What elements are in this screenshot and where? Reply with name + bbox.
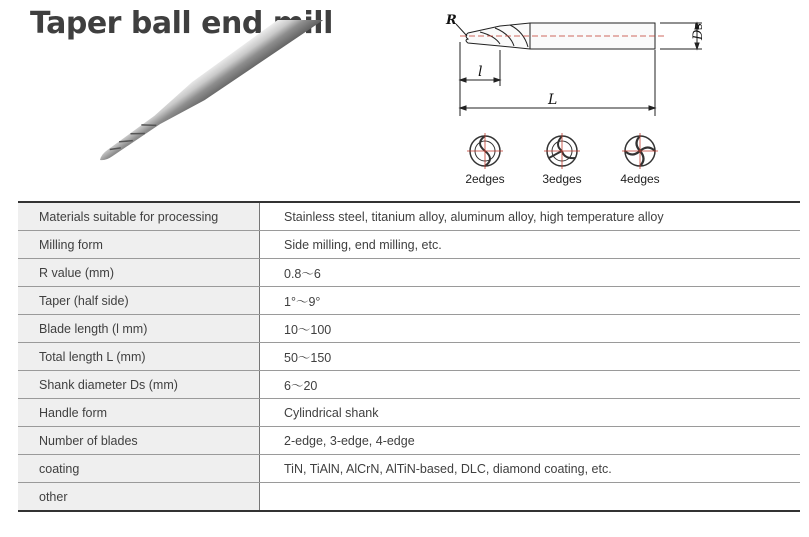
table-row bbox=[18, 399, 800, 427]
spec-value: Stainless steel, titanium alloy, aluminum alloy, high temperature alloy bbox=[260, 202, 801, 231]
end-mill-product-image bbox=[90, 20, 370, 170]
spec-value: 2-edge, 3-edge, 4-edge bbox=[260, 427, 801, 455]
edge-label: 3edges bbox=[542, 172, 582, 186]
label-total-length: L bbox=[548, 92, 558, 108]
table-row bbox=[18, 455, 800, 483]
table-row bbox=[18, 315, 800, 343]
spec-key: Materials suitable for processing bbox=[18, 202, 260, 231]
edge-label: 4edges bbox=[620, 172, 660, 186]
edge-4 bbox=[610, 133, 670, 186]
spec-key: Blade length (l mm) bbox=[18, 315, 260, 343]
table-row bbox=[18, 202, 800, 231]
spec-key: Total length L (mm) bbox=[18, 343, 260, 371]
spec-value: 10～100 bbox=[260, 315, 801, 343]
spec-key: other bbox=[18, 483, 260, 512]
table-row bbox=[18, 371, 800, 399]
spec-key: Number of blades bbox=[18, 427, 260, 455]
spec-value: 1°～9° bbox=[260, 287, 801, 315]
two-flute-cross-section-icon bbox=[467, 133, 503, 169]
three-flute-cross-section-icon bbox=[544, 133, 580, 169]
table-row bbox=[18, 287, 800, 315]
spec-key: Shank diameter Ds (mm) bbox=[18, 371, 260, 399]
table-row bbox=[18, 343, 800, 371]
spec-key: Taper (half side) bbox=[18, 287, 260, 315]
label-blade-length: l bbox=[478, 64, 483, 80]
spec-value: Side milling, end milling, etc. bbox=[260, 231, 801, 259]
table-row bbox=[18, 231, 800, 259]
spec-key: R value (mm) bbox=[18, 259, 260, 287]
edge-label: 2edges bbox=[465, 172, 505, 186]
four-flute-cross-section-icon bbox=[622, 133, 658, 169]
table-row bbox=[18, 427, 800, 455]
table-row bbox=[18, 483, 800, 512]
dimension-diagram bbox=[440, 6, 720, 116]
edge-3 bbox=[532, 133, 592, 186]
spec-key: coating bbox=[18, 455, 260, 483]
spec-value: TiN, TiAlN, AlCrN, AlTiN-based, DLC, diamond coating, etc. bbox=[260, 455, 801, 483]
spec-key: Handle form bbox=[18, 399, 260, 427]
spec-key: Milling form bbox=[18, 231, 260, 259]
spec-value bbox=[260, 483, 801, 512]
label-shank-diameter: Ds bbox=[691, 22, 706, 40]
edge-2 bbox=[455, 133, 515, 186]
table-row bbox=[18, 259, 800, 287]
spec-value: 0.8～6 bbox=[260, 259, 801, 287]
spec-value: Cylindrical shank bbox=[260, 399, 801, 427]
page-title: Taper ball end mill bbox=[30, 6, 333, 41]
spec-value: 50～150 bbox=[260, 343, 801, 371]
spec-table bbox=[18, 201, 800, 512]
spec-value: 6～20 bbox=[260, 371, 801, 399]
label-r: R bbox=[446, 13, 457, 28]
